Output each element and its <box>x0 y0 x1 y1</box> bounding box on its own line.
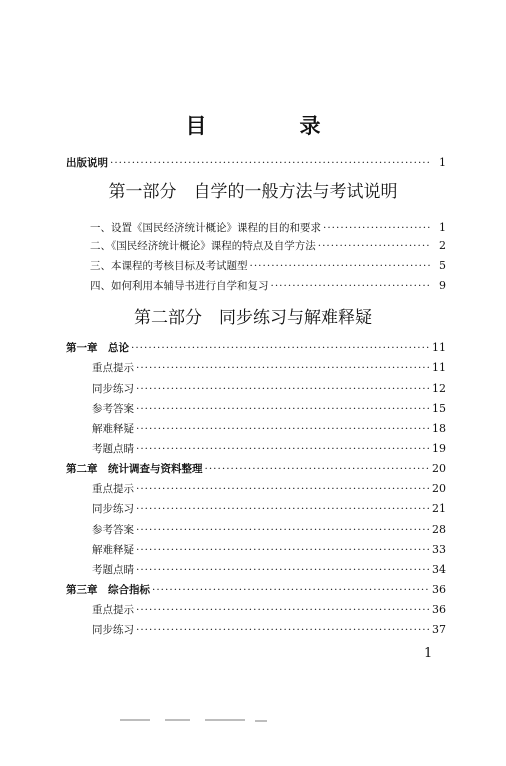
leader-dots <box>136 562 430 578</box>
toc-entry-chapter-1-section-2[interactable] <box>92 381 446 397</box>
toc-entry-page: 18 <box>432 422 446 435</box>
leader-dots <box>250 258 431 274</box>
toc-entry-page: 1 <box>439 156 446 169</box>
toc-entry-label: 参考答案 <box>92 403 134 415</box>
leader-dots <box>136 602 430 618</box>
toc-entry-page: 21 <box>432 502 446 515</box>
part-heading-2: 第二部分 同步练习与解难释疑 <box>134 308 372 328</box>
toc-entry-chapter-2-section-5[interactable] <box>92 562 446 578</box>
toc-entry-label: 二、《国民经济统计概论》课程的特点及自学方法 <box>90 240 316 252</box>
toc-entry-page: 9 <box>439 279 446 292</box>
toc-entry-chapter-1-section-1[interactable] <box>92 360 446 376</box>
toc-entry-label: 参考答案 <box>92 524 134 536</box>
toc-entry-chapter-1[interactable] <box>66 340 446 356</box>
toc-entry-label: 考题点睛 <box>92 443 134 455</box>
toc-entry-page: 28 <box>432 523 446 536</box>
leader-dots <box>136 542 430 558</box>
toc-entry-page: 36 <box>432 603 446 616</box>
toc-entry-page: 34 <box>432 563 446 576</box>
toc-entry-chapter-1-section-5[interactable] <box>92 441 446 457</box>
page-number: 1 <box>424 646 433 661</box>
leader-dots <box>318 238 430 254</box>
toc-entry-label: 重点提示 <box>92 483 134 495</box>
toc-entry-label: 考题点睛 <box>92 564 134 576</box>
toc-entry-page: 12 <box>432 382 446 395</box>
toc-entry-chapter-1-section-4[interactable] <box>92 421 446 437</box>
leader-dots <box>271 278 431 294</box>
scan-artifact <box>255 720 267 722</box>
leader-dots <box>136 522 430 538</box>
leader-dots <box>136 381 430 397</box>
toc-entry-page: 36 <box>432 583 446 596</box>
part-heading-1: 第一部分 自学的一般方法与考试说明 <box>108 182 398 202</box>
leader-dots <box>323 220 430 236</box>
toc-entry-part1-item-3[interactable] <box>90 258 446 274</box>
leader-dots <box>110 155 430 171</box>
toc-entry-page: 20 <box>432 462 446 475</box>
toc-entry-page: 37 <box>432 623 446 636</box>
toc-entry-label: 一、设置《国民经济统计概论》课程的目的和要求 <box>90 222 321 234</box>
toc-entry-label: 第三章 综合指标 <box>66 584 150 596</box>
toc-entry-chapter-2-section-4[interactable] <box>92 542 446 558</box>
toc-entry-chapter-3-section-2[interactable] <box>92 622 446 638</box>
toc-entry-label: 重点提示 <box>92 362 134 374</box>
leader-dots <box>136 501 430 517</box>
toc-entry-label: 四、如何利用本辅导书进行自学和复习 <box>90 280 269 292</box>
toc-entry-page: 5 <box>439 259 446 272</box>
scan-artifact <box>205 719 245 721</box>
toc-entry-page: 15 <box>432 402 446 415</box>
toc-entry-label: 三、本课程的考核目标及考试题型 <box>90 260 248 272</box>
leader-dots <box>136 360 430 376</box>
toc-entry-page: 20 <box>432 482 446 495</box>
toc-entry-chapter-2[interactable] <box>66 461 446 477</box>
leader-dots <box>152 582 430 598</box>
toc-entry-chapter-2-section-3[interactable] <box>92 522 446 538</box>
scan-artifact <box>165 719 190 721</box>
toc-entry-page: 11 <box>432 341 446 354</box>
toc-entry-label: 第二章 统计调查与资料整理 <box>66 463 203 475</box>
toc-entry-page: 11 <box>432 361 446 374</box>
leader-dots <box>131 340 430 356</box>
toc-entry-label: 同步练习 <box>92 624 134 636</box>
toc-entry-page: 2 <box>439 239 446 252</box>
toc-entry-part1-item-2[interactable] <box>90 238 446 254</box>
toc-entry-chapter-3-section-1[interactable] <box>92 602 446 618</box>
page-title: 目 录 <box>185 113 357 138</box>
toc-entry-label: 解难释疑 <box>92 544 134 556</box>
toc-entry-chapter-3[interactable] <box>66 582 446 598</box>
leader-dots <box>136 441 430 457</box>
toc-entry-label: 重点提示 <box>92 604 134 616</box>
toc-entry-label: 第一章 总论 <box>66 342 129 354</box>
toc-entry-chapter-2-section-2[interactable] <box>92 501 446 517</box>
leader-dots <box>205 461 431 477</box>
toc-entry-page: 1 <box>439 221 446 234</box>
leader-dots <box>136 622 430 638</box>
toc-entry-page: 33 <box>432 543 446 556</box>
scan-artifact <box>120 719 150 721</box>
toc-entry-page: 19 <box>432 442 446 455</box>
leader-dots <box>136 481 430 497</box>
toc-entry-preface[interactable] <box>66 155 446 171</box>
toc-entry-label: 同步练习 <box>92 503 134 515</box>
toc-entry-label: 解难释疑 <box>92 423 134 435</box>
leader-dots <box>136 421 430 437</box>
toc-entry-chapter-2-section-1[interactable] <box>92 481 446 497</box>
toc-entry-chapter-1-section-3[interactable] <box>92 401 446 417</box>
toc-entry-label: 同步练习 <box>92 383 134 395</box>
toc-entry-label: 出版说明 <box>66 157 108 169</box>
toc-entry-part1-item-4[interactable] <box>90 278 446 294</box>
toc-entry-part1-item-1[interactable] <box>90 220 446 236</box>
leader-dots <box>136 401 430 417</box>
